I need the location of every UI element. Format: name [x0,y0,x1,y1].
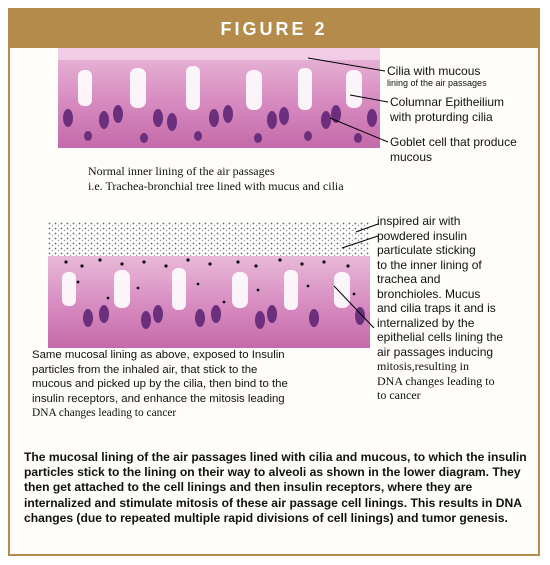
figure-title: FIGURE 2 [10,10,538,48]
insulin-annotation: inspired air with powdered insulin particulate sticking to the inner lining of trachea and bronchioles. Mucus and cilia traps it and is internalized by the epithelial cells lining the air passages inducing mitosis,resulting in DNA changes leading to to cancer [377,214,504,402]
normal-lining-caption: Normal inner lining of the air passages i.e. Trachea-bronchial tree lined with mucus and cilia [88,164,344,193]
exposed-lining-caption: Same mucosal lining as above, exposed to Insulin particles from the inhaled air, that stick to the mucous and picked up by the cilia, then bind to the insulin receptors, and enhance the mitosis leading DNA changes leading to cancer [32,349,288,419]
figure-summary: The mucosal lining of the air passages lined with cilia and mucous, to which the insulin particles stick to the lining on their way to alveoli as shown in the lower diagram. They then get attached to the cell linings and then insulin receptors, where they are internalized and stimulate mitosis of these air passage cell linings. This results in DNA changes (due to repeated multiple rapid divisions of cell linings) and tumor genesis. [24,450,527,525]
label-columnar: Columnar Epitheilium with proturding cilia [390,95,505,124]
label-goblet: Goblet cell that produce mucous [390,135,517,164]
label-cilia: Cilia with mucous lining of the air passages [387,64,487,88]
